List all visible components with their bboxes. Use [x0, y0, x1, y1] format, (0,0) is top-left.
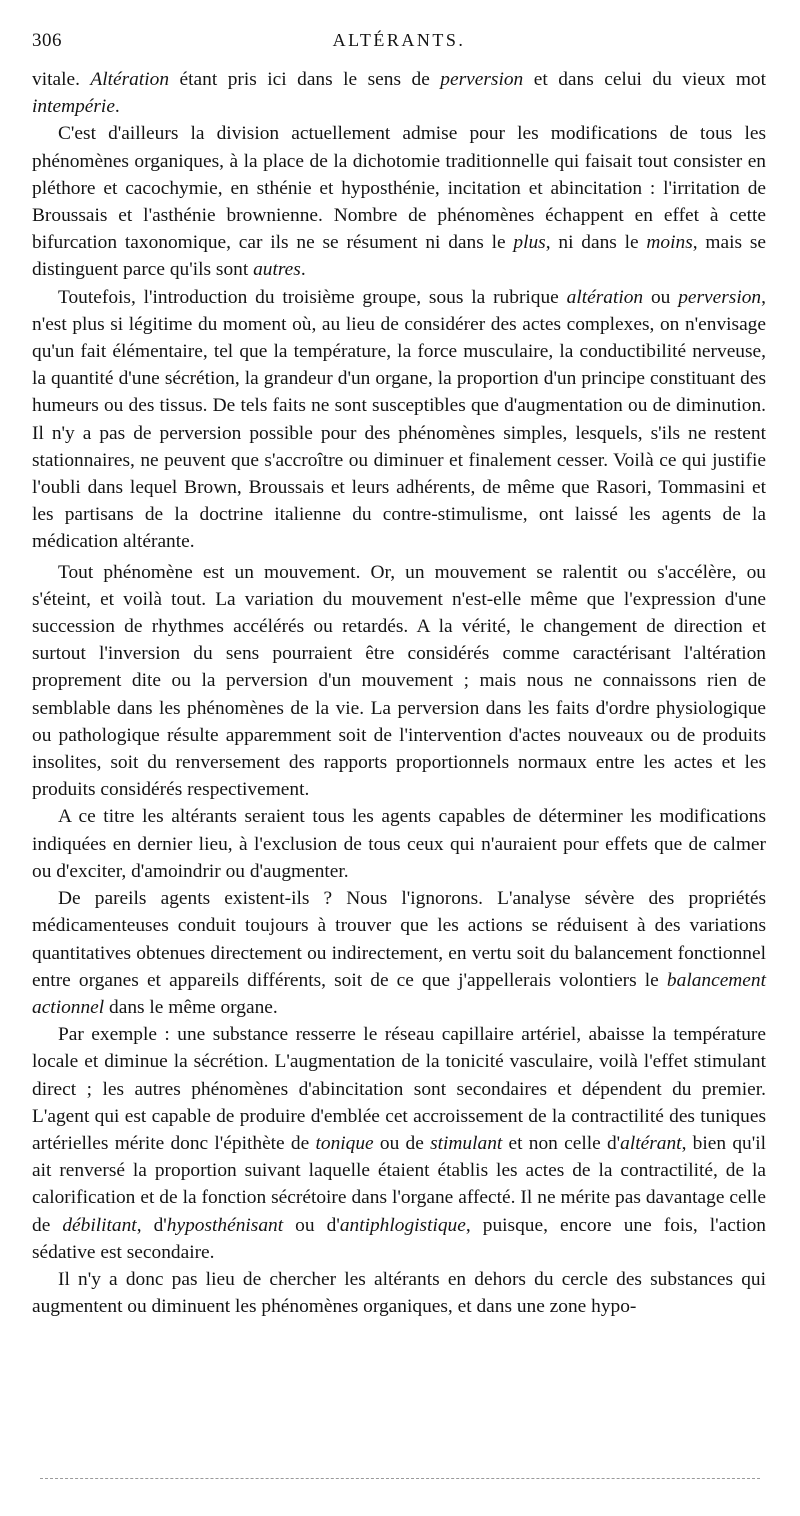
- text-run: , d': [136, 1214, 167, 1236]
- italic-term: intempérie: [32, 96, 115, 118]
- italic-term: moins: [646, 232, 693, 254]
- italic-term: autres: [253, 259, 301, 281]
- page-number: 306: [32, 30, 62, 51]
- italic-term: balancement actionnel: [32, 969, 766, 1018]
- text-run: Toutefois, l'introduction du troisième groupe, sous la rubrique: [58, 286, 567, 308]
- paragraph: [32, 1266, 766, 1320]
- paragraph: [32, 559, 766, 804]
- italic-term: Altération: [90, 69, 170, 90]
- text-run: , bien qu'il ait renversé la proportion suivant laquelle étaient établis les actes de la contractilité, de la calorification et de la fonction sécrétoire dans l'organe affecté. Il ne mérite pas davantage celle de: [32, 1132, 766, 1236]
- text-run: , mais se distinguent parce qu'ils sont: [32, 232, 766, 281]
- text-run: Tout phénomène est un mouvement. Or, un mouvement se ralentit ou s'accélère, ou s'éteint, et voilà tout. La variation du mouvement n'est-elle même que l'expression d'une succession de rhythmes accélérés ou retardés. A la vérité, le changement de direction et surtout l'inversion du sens pourraient être considérés comme caractérisant l'altération proprement dite ou la perversion d'un mouvement ; mais nous ne connaissons rien de semblable dans les phénomènes de la vie. La perversion dans les faits d'ordre physiologique ou pathologique résulte apparemment soit de l'intervention d'actes nouveaux ou de produits insolites, soit du renversement des rapports proportionnels normaux entre les actes et les produits considérés respectivement.: [32, 561, 766, 801]
- italic-term: hyposthénisant: [166, 1214, 284, 1236]
- running-title: ALTÉRANTS.: [332, 30, 466, 50]
- italic-term: débilitant: [62, 1214, 137, 1236]
- italic-term: perversion: [678, 286, 762, 308]
- italic-term: altération: [566, 286, 644, 308]
- body-text: [32, 66, 766, 1320]
- paragraph: [32, 284, 766, 556]
- paragraph: [32, 66, 766, 120]
- text-run: Par exemple : une substance resserre le réseau capillaire artériel, abaisse la température locale et diminue la sécrétion. L'augmentation de la tonicité vasculaire, voilà l'effet stimulant direct ; les autres phénomènes d'abincitation sont secondaires et dépendent du premier. L'agent qui est capable de produire d'emblée cet accroissement de la contractilité des tuniques artérielles mérite donc l'épithète de: [32, 1024, 766, 1154]
- italic-term: plus: [513, 232, 546, 254]
- text-run: De pareils agents existent-ils ? Nous l'ignorons. L'analyse sévère des propriétés médicamenteuses conduit toujours à trouver que les actions se réduisent à des variations quantitatives obtenues directement ou indirectement, en vertu soit du balancement fonctionnel entre organes et appareils différents, soit de ce que j'appellerais volontiers le: [32, 888, 766, 991]
- text-run: et dans celui du vieux mot: [523, 69, 766, 90]
- text-run: étant pris ici dans le sens de: [169, 69, 441, 90]
- text-run: dans le même organe.: [104, 996, 278, 1018]
- text-run: ou d': [283, 1214, 340, 1236]
- text-run: , n'est plus si légitime du moment où, au lieu de considérer des actes complexes, on n'envisage qu'un fait élémentaire, tel que la température, la force musculaire, la conductibilité nerveuse, la quantité d'une sécrétion, la grandeur d'un organe, la proportion d'un principe constituant des humeurs ou des tissus. De tels faits ne sont susceptibles que d'augmentation ou de diminution. Il n'y a pas de perversion possible pour des phénomènes simples, lesquels, s'ils ne restent stationnaires, ne peuvent que s'accroître ou diminuer et finalement cesser. Voilà ce qui justifie l'oubli dans lequel Brown, Broussais et leurs adhérents, de même que Rasori, Tommasini et les partisans de la doctrine italienne du contre-stimulisme, ont laissé les agents de la médication altérante.: [32, 286, 766, 553]
- italic-term: tonique: [315, 1132, 374, 1154]
- page-header: [32, 30, 766, 58]
- text-run: , ni dans le: [545, 232, 647, 254]
- text-run: A ce titre les altérants seraient tous les agents capables de déterminer les modifications indiquées en dernier lieu, à l'exclusion de tous ceux qui n'auraient pour effets que de calmer ou d'exciter, d'amoindrir ou d'augmenter.: [32, 806, 766, 882]
- paragraph: [32, 1021, 766, 1266]
- paragraph: [32, 803, 766, 885]
- italic-term: stimulant: [430, 1132, 503, 1154]
- italic-term: altérant: [620, 1132, 682, 1154]
- text-run: Il n'y a donc pas lieu de chercher les altérants en dehors du cercle des substances qui augmentent ou diminuent les phénomènes organiques, et dans une zone hypo-: [32, 1268, 766, 1318]
- text-run: vitale.: [32, 69, 91, 90]
- footer-rule: [40, 1478, 760, 1479]
- italic-term: perversion: [440, 69, 524, 90]
- text-run: ou de: [373, 1132, 431, 1154]
- paragraph: [32, 885, 766, 1021]
- text-run: ou: [643, 286, 679, 308]
- text-run: .: [300, 259, 306, 281]
- text-run: , puisque, encore une fois, l'action sédative est secondaire.: [32, 1214, 766, 1263]
- italic-term: antiphlogistique: [339, 1214, 466, 1236]
- paragraph: [32, 120, 766, 283]
- text-run: .: [114, 96, 120, 118]
- text-run: C'est d'ailleurs la division actuellement admise pour les modifications de tous les phénomènes organiques, à la place de la dichotomie traditionnelle qui faisait tout consister en pléthore et cacochymie, en sthénie et hyposthénie, incitation et abincitation : l'irritation de Broussais et l'asthénie brownienne. Nombre de phénomènes échappent en effet à cette bifurcation taxonomique, car ils ne se résument ni dans le: [32, 123, 766, 254]
- text-run: et non celle d': [502, 1132, 621, 1154]
